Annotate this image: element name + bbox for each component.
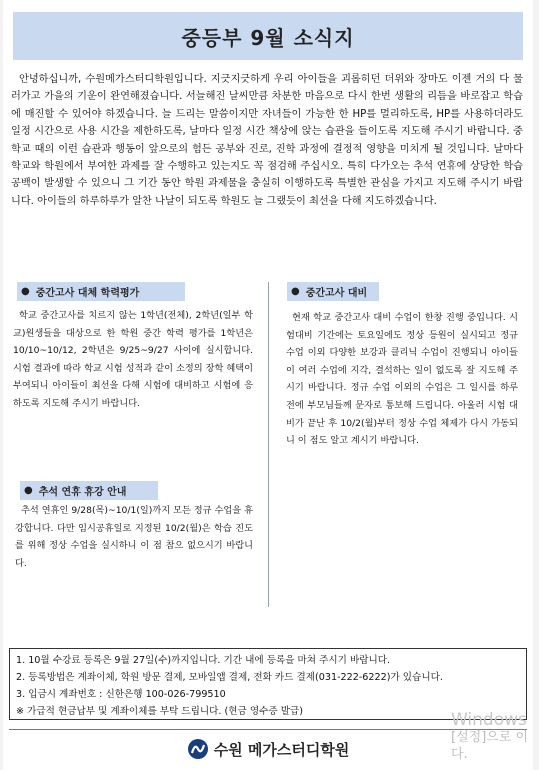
footer-divider — [9, 729, 527, 730]
section-body-midterm-alt: 학교 중간고사를 치르지 않는 1학년(전체), 2학년(일부 학교)원생들을 대상으로 한 학원 중간 학력 평가를 1학년은 10/10~10/12, 2학년은 9/25~9/27 사이에 실시합니다. 시험 결과에 따라 학교 시험 성적과 같이 소정의 장학 혜택이 부여되니 아이들이 최선을 다해 시험에 대비하고 시험에 응하도록 지도해 주시기 바랍니다. — [13, 310, 253, 409]
section-heading-midterm-alt — [17, 282, 185, 301]
section-heading-label: 중간고사 대체 학력평가 — [35, 288, 140, 299]
academy-logo-icon — [187, 738, 209, 760]
watermark-line-3: 다. — [451, 747, 468, 762]
bullet-icon: ● — [21, 286, 30, 297]
page-title: 중등부 9월 소식지 — [181, 25, 355, 50]
section-heading-midterm-prep — [287, 282, 379, 301]
intro-paragraph: 안녕하십니까, 수원메가스터디학원입니다. 지긋지긋하게 우리 아이들을 괴롭히던 더위와 장마도 이젠 거의 다 물러가고 가을의 기운이 완연해졌습니다. 서늘해진 날씨만큼 차분한 마음으로 다시 한번 생활의 리듬을 바로잡고 학습에 매진할 수 있어야 하겠습니다. 늘 드리는 말씀이지만 자녀들이 가능한 한 HP를 멀리하도록, HP를 사용하더라도 일정 시간으로 사용 시간을 제한하도록, 날마다 일정 시간 책상에 앉는 습관을 들이도록 지도해 주시기 바랍니다. 중학교 때의 이런 습관과 행동이 앞으로의 험든 공부와 진로, 진학 과정에 결정적 영향을 미치게 될 것입니다. 날마다 학교와 학원에서 부여한 과제를 잘 수행하고 있는지도 꼭 점검해 주십시오. 특히 다가오는 추석 연휴에 상당한 학습 공백이 발생할 수 있으니 그 기간 동안 학원 과제물을 충실히 이행하도록 특별한 관심을 가지고 지도해 주시기 바랍니다. 아이들의 하루하루가 알찬 나날이 되도록 학원도 늘 그랬듯이 최선을 다해 지도하겠습니다. — [11, 74, 523, 207]
column-divider — [268, 282, 269, 607]
section-body-holiday: 추석 연휴인 9/28(목)~10/1(일)까지 모든 정규 수업을 휴강합니다. 다만 임시공휴일로 지정된 10/2(월)은 학습 진도를 위해 정상 수업을 실시하니 이 점 참으 없으시기 바랍니다. — [15, 505, 253, 569]
watermark-line-1: Windows — [451, 710, 527, 730]
bullet-icon: ● — [24, 485, 33, 496]
registration-notice-box — [9, 648, 527, 720]
section-heading-label: 중간고사 대비 — [305, 288, 368, 299]
section-body-midterm-prep: 현재 학교 중간고사 대비 수업이 한창 진행 중입니다. 시험대비 기간에는 토요일에도 정상 등원이 실시되고 정규 수업 이외 다양한 보강과 클리닉 수업이 진행되니 아이들이 여러 수업에 지각, 결석하는 일이 없도록 잘 지도해 주시기 바랍니다. 정규 수업 이외의 수업은 그 일시를 하루 전에 부모님들께 문자로 통보해 드립니다. 아울러 시험 대비가 끝난 후 10/2(월)부터 정상 수업 체제가 다시 가동되니 이 점도 알고 계시기 바랍니다. — [286, 312, 518, 447]
notice-line-2: 2. 등록방법은 계좌이체, 학원 방문 결제, 모바일앱 결제, 전화 카드 결제(031-222-6222)가 있습니다. — [16, 672, 443, 683]
intro-text-block — [11, 71, 523, 210]
newsletter-page — [3, 0, 533, 770]
notice-line-1: 1. 10월 수강료 등록은 9월 27일(수)까지입니다. 기간 내에 등록을 마쳐 주시기 바랍니다. — [16, 655, 391, 666]
windows-activation-watermark — [451, 712, 528, 763]
title-banner — [13, 12, 523, 60]
notice-line-4: ※ 가급적 현금납부 및 계좌이체를 부탁 드립니다. (현금 영수증 발급) — [16, 706, 303, 717]
bullet-icon: ● — [291, 286, 300, 297]
section-heading-holiday — [20, 481, 158, 500]
academy-name: 수원 메가스터디학원 — [213, 740, 350, 759]
section-heading-label: 추석 연휴 휴강 안내 — [38, 487, 127, 498]
watermark-line-2: [설정]으로 이 — [451, 730, 529, 745]
notice-line-3: 3. 입금시 계좌번호 : 신한은행 100-026-799510 — [16, 689, 226, 700]
